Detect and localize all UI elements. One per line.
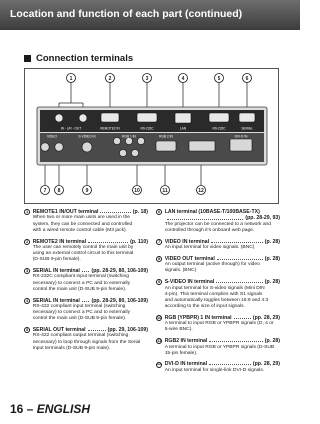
label-dvi: DVI-D IN — [234, 134, 248, 139]
callout-10: 10 — [134, 187, 140, 194]
num-badge: 3 — [25, 268, 29, 274]
entry-title: DVI-D IN terminal — [164, 361, 208, 368]
entry-title: REMOTE1 IN/OUT terminal — [32, 209, 99, 215]
label-remote1: IN - L/R - OUT — [60, 126, 82, 131]
label-remote2: REMOTE2 IN — [100, 126, 120, 131]
label-rgb1: RGB 1 IN — [122, 134, 136, 139]
entry-video-out: 8 VIDEO OUT terminal (p. 28) An output terminal (active through) for video signals. (BNC) — [157, 255, 280, 274]
num-badge: 6 — [157, 209, 161, 214]
num-badge: 9 — [157, 279, 161, 285]
num-badge: 4 — [25, 297, 29, 303]
page-ref: (p. 28) — [264, 279, 280, 286]
page-ref: (pp. 29, 106-109) — [107, 327, 148, 334]
terminal-panel-illustration — [25, 69, 280, 205]
page-ref: (pp. 28, 29) — [252, 314, 280, 321]
entry-title: REMOTE2 IN terminal — [32, 238, 87, 245]
label-rgb2: RGB 2 IN — [159, 134, 173, 139]
num-badge: 12 — [156, 361, 162, 367]
page-ref: (p. 28) — [264, 255, 280, 262]
connection-panel-figure — [24, 68, 279, 204]
num-badge: 8 — [157, 255, 161, 261]
entry-title: LAN terminal (10BASE-T/100BASE-TX) — [164, 209, 260, 215]
page-ref: (pp. 28-29, 93) — [245, 215, 280, 222]
descriptions-left-column — [24, 209, 148, 357]
entry-remote1: 1 REMOTE1 IN/OUT terminal (p. 18) When two or more main units are used in the system, they can be connected and controlled with a wired remote control cable (M3 jack). — [25, 209, 148, 233]
num-badge: 11 — [156, 338, 162, 344]
entry-remote2: 2 REMOTE2 IN terminal (p. 110) The user can remotely control the main unit by using an external control circuit to this terminal (D-SUB 9-pin female). — [25, 238, 148, 263]
callout-5: 5 — [217, 75, 221, 82]
label-serial-out: SERIAL — [241, 126, 253, 131]
section-heading — [24, 51, 133, 65]
page-ref: (p. 28) — [264, 338, 280, 345]
entry-serial-in-422: 4 SERIAL IN terminal (pp. 28-29, 80, 106-109) RS-422 compliant input terminal (switching necessary) to connect a PC and to externally control the main unit (D-SUB 9-pin female). — [25, 297, 148, 322]
entry-video-in: 7 VIDEO IN terminal (p. 28) An input terminal for video signals. (BNC) — [157, 238, 280, 251]
label-video: VIDEO — [47, 134, 57, 139]
entry-title: RGB2 IN terminal — [164, 338, 208, 345]
entry-title: VIDEO OUT terminal — [164, 255, 215, 262]
callout-7: 7 — [43, 187, 47, 194]
callout-1: 1 — [69, 75, 73, 82]
footer-language: ENGLISH — [36, 402, 91, 416]
page-ref: (p. 18) — [132, 209, 148, 215]
num-badge: 7 — [157, 238, 161, 244]
page-number: 16 – — [10, 402, 37, 416]
label-lan: LAN — [179, 126, 187, 131]
entry-title: S-VIDEO IN terminal — [164, 279, 215, 286]
entry-svideo-in: 9 S-VIDEO IN terminal (p. 28) An input terminal for S-video signals (Mini DIN 4-pin). This terminal complies with S1 signals and automatically toggles between 16:9 and 4:3 according to the size of input signals. — [157, 279, 280, 310]
label-serial-in-422: RS-232C — [212, 126, 226, 131]
entry-serial-out: 5 SERIAL OUT terminal (pp. 29, 106-109) RS-422 compliant output terminal (switching necessary) to loop through signals from the Serial Input terminals (D-SUB 9-pin male). — [25, 327, 148, 351]
callout-11: 11 — [162, 187, 168, 194]
callout-4: 4 — [181, 75, 185, 82]
num-badge: 2 — [25, 238, 29, 244]
header-title: Location and function of each part (continued) — [10, 8, 243, 20]
callout-12: 12 — [198, 187, 204, 194]
num-badge: 10 — [156, 314, 162, 320]
header-bar — [0, 0, 300, 30]
entry-rgb2-in: 11 RGB2 IN terminal (p. 28) A terminal to input RGB or YPBPR signals (D-SUB 15-pin female). — [156, 338, 280, 356]
page-ref: (pp. 28-29, 80, 106-109) — [91, 268, 148, 275]
entry-rgb1-in: 10 RGB (YPBPR) 1 IN terminal (pp. 28, 29) A terminal to input RGB or YPBPR signals (D, 4 or 5-wire BNC). — [156, 314, 280, 333]
page-ref: (p. 110) — [130, 238, 148, 245]
label-serial-in-232: RS-232C — [140, 126, 154, 131]
callout-9: 9 — [85, 187, 89, 194]
entry-serial-in-232: 3 SERIAL IN terminal (pp. 28-29, 80, 106-109) RS-232C compliant input terminal (switching necessary) to connect a PC and to externally control the main unit (D-SUB 9-pin female). — [25, 268, 148, 292]
label-svideo: S-VIDEO IN — [78, 134, 96, 139]
page-footer — [10, 402, 90, 416]
entry-title: RGB (YPBPR) 1 IN terminal — [164, 314, 232, 321]
num-badge: 5 — [25, 327, 29, 333]
callout-3: 3 — [145, 75, 149, 82]
square-bullet-icon — [24, 55, 31, 62]
entry-lan: 6 LAN terminal (10BASE-T/100BASE-TX) (pp. 28-29, 93) The projector can be connected to a network and controlled through it's onboard web page. — [157, 209, 280, 234]
descriptions-right-column — [156, 209, 280, 379]
callout-2: 2 — [108, 75, 112, 82]
callout-6: 6 — [245, 75, 249, 82]
page-ref: (pp. 28-29, 80, 106-109) — [91, 297, 148, 304]
entry-dvi-in: 12 DVI-D IN terminal (pp. 28, 29) An input terminal for single-link DVI-D signals. — [156, 361, 280, 373]
page-ref: (pp. 28, 29) — [252, 361, 280, 368]
callout-8: 8 — [57, 187, 61, 194]
entry-title: VIDEO IN terminal — [164, 238, 210, 245]
entry-title: SERIAL IN terminal — [32, 268, 80, 275]
entry-title: SERIAL IN terminal — [32, 297, 80, 304]
num-badge: 1 — [25, 209, 29, 214]
section-title: Connection terminals — [36, 52, 134, 64]
entry-title: SERIAL OUT terminal — [32, 327, 86, 334]
page-ref: (p. 28) — [264, 238, 280, 245]
